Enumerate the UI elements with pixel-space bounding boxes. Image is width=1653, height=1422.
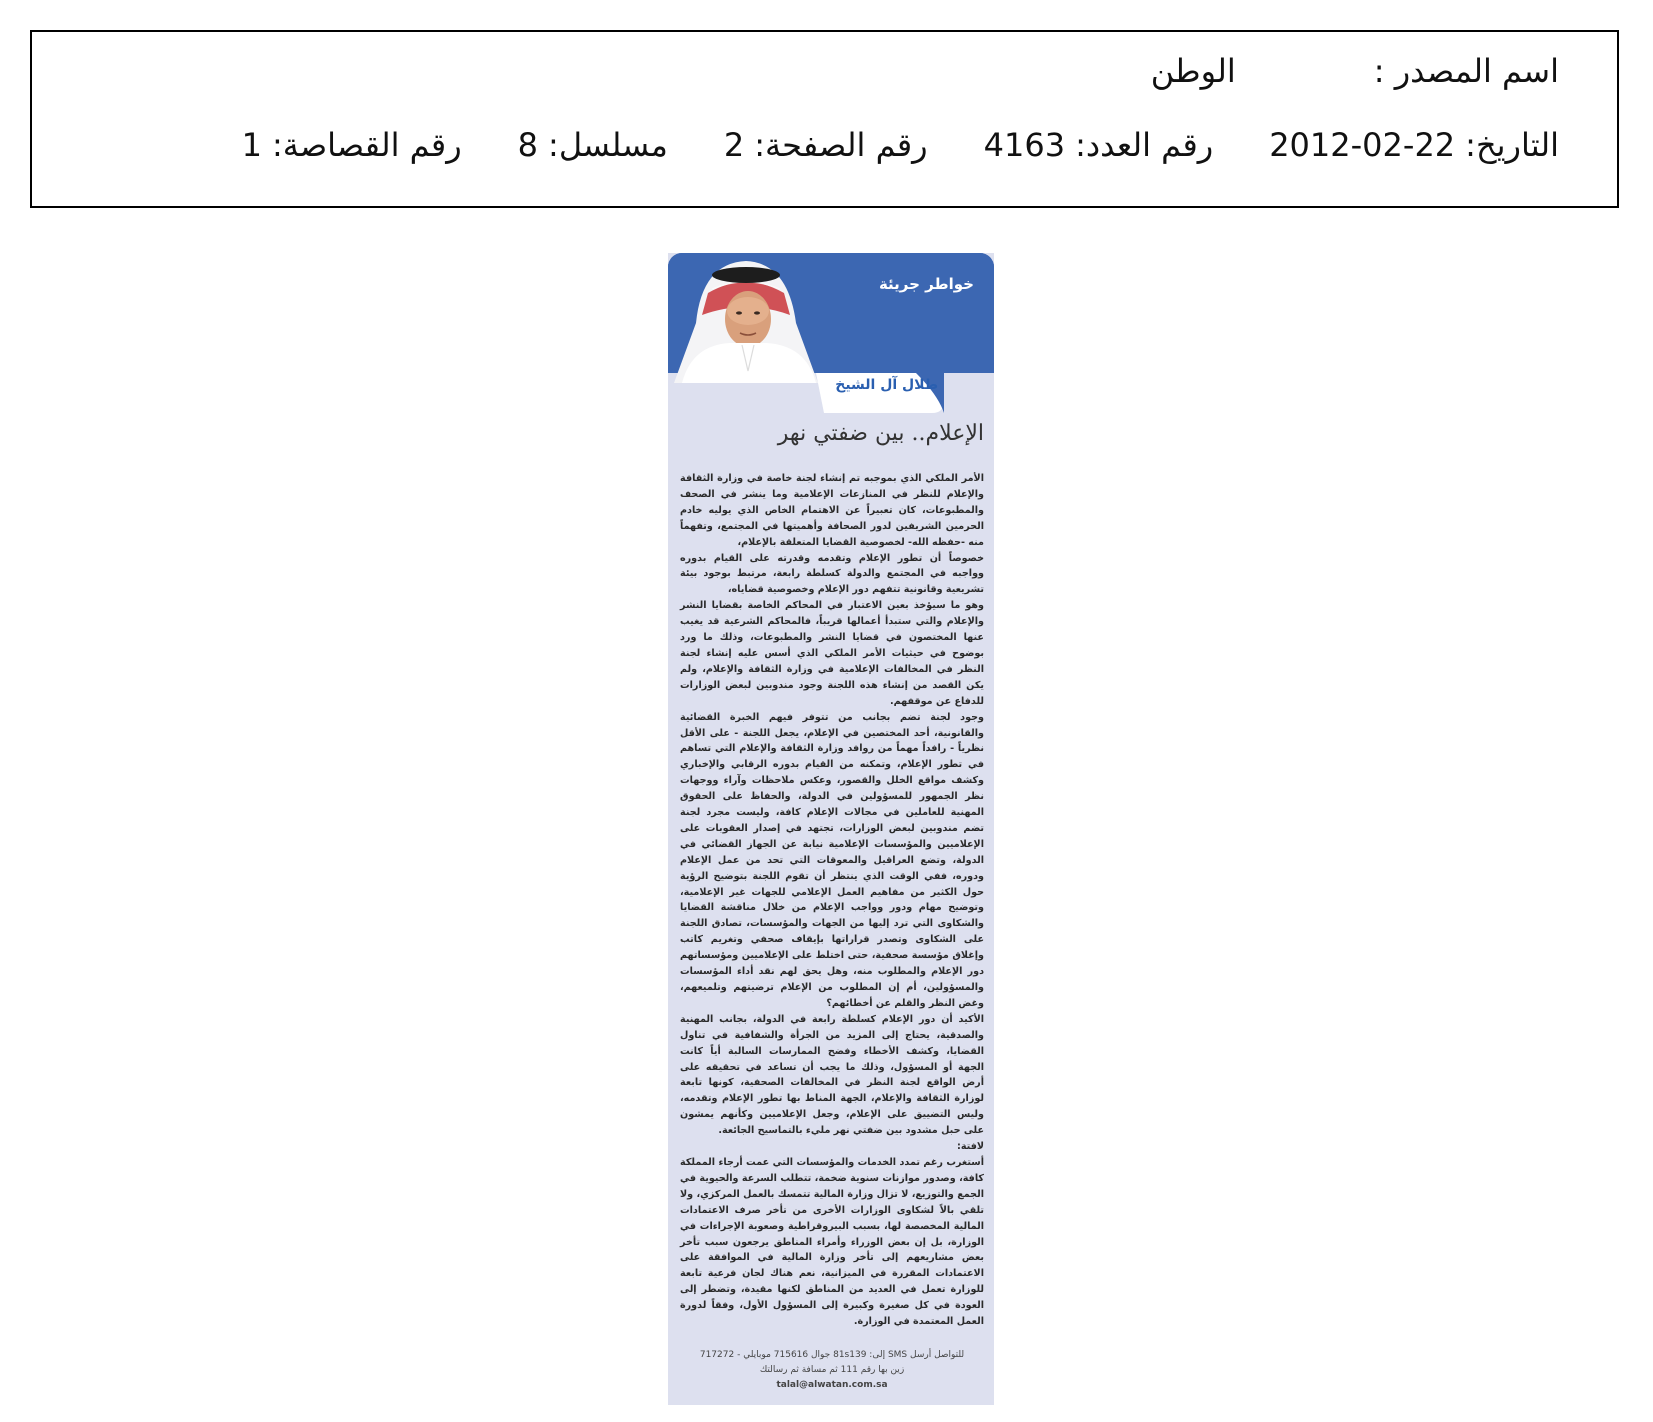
details-row — [242, 126, 1559, 164]
clip-number-field — [242, 126, 462, 164]
serial-label: مسلسل: — [548, 126, 668, 164]
article-paragraph: خصوصاً أن تطور الإعلام وتقدمه وقدرته على القيام بدوره وواجبه في المجتمع والدولة كسلطة رابعة، مرتبط بوجود بيئة تشريعية وقانونية تتفهم دور الإعلام وخصوصية قضاياه، — [680, 552, 984, 596]
sidebar-heading: لافتة: — [957, 1141, 984, 1153]
clip-number-label: رقم القصاصة: — [272, 126, 462, 164]
article-headline: الإعلام.. بين ضفتي نهر — [777, 421, 984, 446]
issue-label: رقم العدد: — [1075, 126, 1214, 164]
clip-number-value: 1 — [241, 126, 263, 164]
source-metadata-box — [30, 30, 1619, 208]
date-label: التاريخ: — [1465, 126, 1559, 164]
sms-instructions-line: زين بها رقم 111 ثم مسافة ثم رسالتك — [759, 1365, 905, 1375]
source-label: اسم المصدر : — [1373, 52, 1559, 90]
page-label: رقم الصفحة: — [754, 126, 928, 164]
serial-value: 8 — [517, 126, 539, 164]
page-value: 2 — [723, 126, 745, 164]
issue-field — [984, 126, 1214, 164]
author-name: طلال آل الشيخ — [835, 377, 938, 393]
source-value: الوطن — [1150, 52, 1236, 90]
date-field — [1269, 126, 1559, 164]
article-paragraph: الأمر الملكي الذي بموجبه تم إنشاء لجنة خاصة في وزارة الثقافة والإعلام للنظر في المنازعات الإعلامية وما ينشر في الصحف والمطبوعات، كان تعبيراً عن الاهتمام الخاص الذي يوليه خادم الحرمين الشريفين لدور الصحافة وأهميتها في المجتمع، وتفهماً منه -حفظه الله- لخصوصية القضايا المتعلقة بالإعلام، — [680, 473, 984, 548]
author-email: talal@alwatan.com.sa — [776, 1380, 888, 1390]
serial-field — [518, 126, 668, 164]
sms-contact-line: للتواصل أرسل SMS إلى: 81s139 جوال 715616 موبايلي - 717272 — [699, 1350, 965, 1360]
newspaper-clipping — [668, 253, 994, 1405]
author-portrait-icon — [668, 253, 868, 383]
article-paragraph: وهو ما سيؤخذ بعين الاعتبار في المحاكم الخاصة بقضايا النشر والإعلام والتي ستبدأ أعمالها قريباً، فالمحاكم الشرعية قد يغيب عنها المختصون في قضايا النشر والمطبوعات، وذلك ما ورد بوضوح في حيثيات الأمر الملكي الذي أسس عليه إنشاء لجنة النظر في المخالفات الإعلامية في وزارة الثقافة والإعلام، ولم يكن القصد من إنشاء هذه اللجنة وجود مندوبين لبعض الوزارات للدفاع عن موقفهم. — [680, 600, 984, 707]
article-body — [680, 471, 984, 1330]
article-paragraph: الأكيد أن دور الإعلام كسلطة رابعة في الدولة، بجانب المهنية والصدقية، يحتاج إلى المزيد من الجرأة والشفافية في تناول القضايا، وكشف الأخطاء وفضح الممارسات السالبة أياً كانت الجهة أو المسؤول، وذلك ما يجب أن تساعد في تحقيقه على أرض الواقع لجنة النظر في المخالفات الصحفية، كونها تابعة لوزارة الثقافة والإعلام، الجهة المناط بها تطور الإعلام وتقدمه، وليس التضييق على الإعلام، وجعل الإعلاميين وكأنهم يمشون على حبل مشدود بين ضفتي نهر مليء بالتماسيح الجائعة. — [680, 1013, 984, 1137]
source-row — [1151, 52, 1559, 90]
contact-footer — [680, 1348, 984, 1393]
date-value: 2012-02-22 — [1269, 126, 1456, 164]
column-title: خواطر جريئة — [878, 275, 974, 293]
issue-value: 4163 — [983, 126, 1066, 164]
article-paragraph: أستغرب رغم تمدد الخدمات والمؤسسات التي عمت أرجاء المملكة كافة، وصدور موازنات سنوية ضخمة، تتطلب السرعة والحيوية في الجمع والتوزيع، لا تزال وزارة المالية تتمسك بالعمل المركزي، ولا تلقي بالاً لشكاوى الوزارات الأخرى من تأخر صرف الاعتمادات المالية المخصصة لها، بسبب البيروقراطية وصعوبة الإجراءات في الوزارة، بل إن بعض الوزراء وأمراء المناطق يرجعون سبب تأخر بعض مشاريعهم إلى تأخر وزارة المالية في الموافقة على الاعتمادات المقررة في الميزانية، نعم هناك لجان فرعية تابعة للوزارة تعمل في العديد من المناطق لكنها مقيدة، وتضطر إلى العودة في كل صغيرة وكبيرة إلى المسؤول الأول، وفقاً لدورة العمل المعتمدة في الوزارة. — [680, 1156, 984, 1328]
article-paragraph: وجود لجنة تضم بجانب من تتوفر فيهم الخبرة القضائية والقانونية، أحد المختصين في الإعلام، يجعل اللجنة - على الأقل نظرياً - رافداً مهماً من روافد وزارة الثقافة والإعلام التي تساهم في تطور الإعلام، وتمكنه من القيام بدوره الرقابي والإخباري وكشف مواقع الخلل والقصور، وعكس ملاحظات وآراء ووجهات نظر الجمهور للمسؤولين في الدولة، والحفاظ على الحقوق المهنية للعاملين في مجالات الإعلام كافة، وليست مجرد لجنة تضم مندوبين لبعض الوزارات، تجتهد في إصدار العقوبات على الإعلاميين والمؤسسات الإعلامية نيابة عن الجهاز القضائي في الدولة، وتضع العراقيل والمعوقات التي تحد من عمل الإعلام ودوره، ففي الوقت الذي ينتظر أن تقوم اللجنة بتوضيح الرؤية حول الكثير من مفاهيم العمل الإعلامي للجهات غير الإعلامية، وتوضيح مهام ودور وواجب الإعلام من خلال مناقشة القضايا والشكاوى التي ترد إليها من الجهات والمؤسسات، تصادق اللجنة على الشكاوى وتصدر قراراتها بإيقاف صحفي وتغريم كاتب وإغلاق مؤسسة صحفية، حتى اختلط على الإعلاميين ومؤسساتهم دور الإعلام والمطلوب منه، وهل يحق لهم نقد أداء المؤسسات والمسؤولين، أم إن المطلوب من الإعلام ترضيتهم وتلميعهم، وغض النظر والقلم عن أخطائهم؟ — [680, 711, 984, 1009]
page-field — [724, 126, 928, 164]
